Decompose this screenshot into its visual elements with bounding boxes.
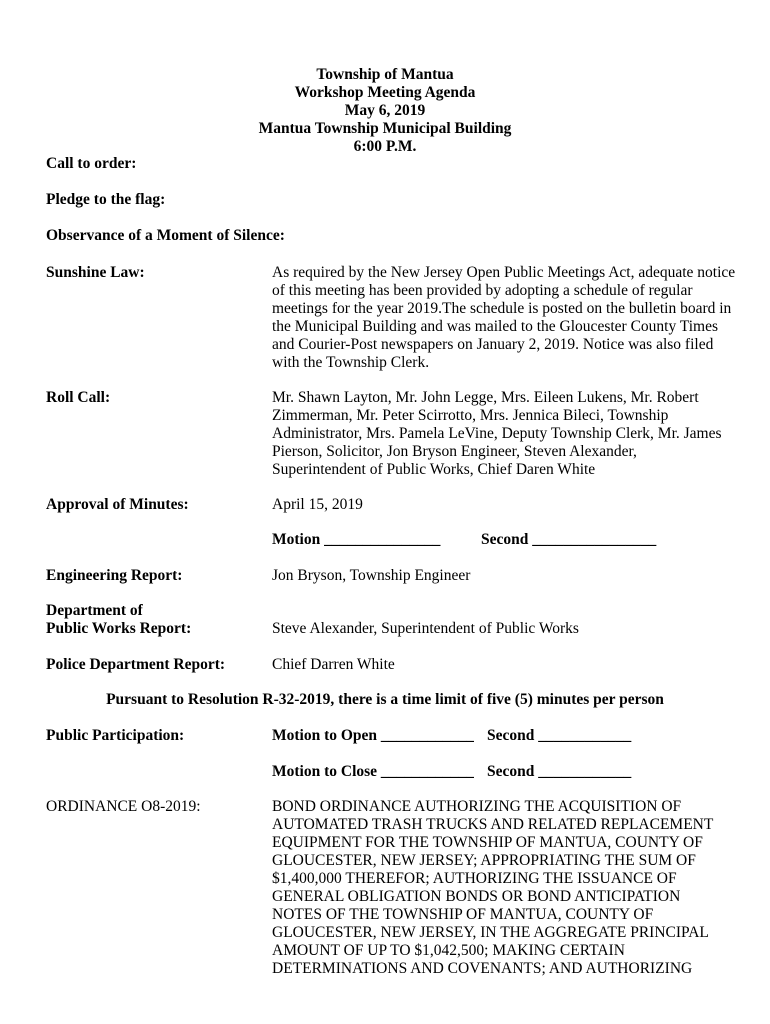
minutes-second-field: Second ________________	[481, 531, 657, 548]
motion-to-close-field: Motion to Close ____________	[272, 763, 474, 780]
call-to-order-label: Call to order:	[46, 155, 137, 172]
roll-call-label: Roll Call:	[46, 389, 111, 406]
meeting-type: Workshop Meeting Agenda	[294, 84, 476, 101]
roll-call-text: Mr. Shawn Layton, Mr. John Legge, Mrs. Eileen Lukens, Mr. Robert Zimmerman, Mr. Peter Scirrotto, Mrs. Jennica Bileci, Township Administrator, Mrs. Pamela LeVine, Deputy Township Clerk, Mr. James Pierson, Solicitor, Jon Bryson Engineer, Steven Alexander, Superintendent of Public Works, Chief Daren White	[272, 389, 722, 478]
approval-minutes-label: Approval of Minutes:	[46, 496, 189, 513]
meeting-date: May 6, 2019	[344, 102, 426, 119]
dpw-report-value: Steve Alexander, Superintendent of Public Works	[272, 620, 579, 637]
meeting-location: Mantua Township Municipal Building	[258, 120, 512, 137]
township-name: Township of Mantua	[316, 66, 454, 83]
motion-to-open-second-field: Second ____________	[487, 727, 632, 744]
engineering-report-label: Engineering Report:	[46, 567, 183, 584]
dpw-label-line1: Department of	[46, 602, 143, 619]
engineering-report-value: Jon Bryson, Township Engineer	[272, 567, 471, 584]
public-participation-label: Public Participation:	[46, 727, 185, 744]
sunshine-law-label: Sunshine Law:	[46, 264, 145, 281]
silence-label: Observance of a Moment of Silence:	[46, 227, 285, 244]
meeting-time: 6:00 P.M.	[353, 138, 417, 155]
police-report-label: Police Department Report:	[46, 656, 226, 673]
agenda-header	[0, 66, 770, 156]
pledge-label: Pledge to the flag:	[46, 191, 166, 208]
ordinance-label: ORDINANCE O8-2019:	[46, 798, 201, 815]
police-report-value: Chief Darren White	[272, 656, 395, 673]
motion-to-open-field: Motion to Open ____________	[272, 727, 474, 744]
dpw-label-line2: Public Works Report:	[46, 620, 192, 637]
approval-minutes-date: April 15, 2019	[272, 496, 363, 513]
ordinance-text: BOND ORDINANCE AUTHORIZING THE ACQUISITION OF AUTOMATED TRASH TRUCKS AND RELATED REPLACEMENT EQUIPMENT FOR THE TOWNSHIP OF MANTUA, COUNTY OF GLOUCESTER, NEW JERSEY; APPROPRIATING THE SUM OF $1,400,000 THEREFOR; AUTHORIZING THE ISSUANCE OF GENERAL OBLIGATION BONDS OR BOND ANTICIPATION NOTES OF THE TOWNSHIP OF MANTUA, COUNTY OF GLOUCESTER, NEW JERSEY, IN THE AGGREGATE PRINCIPAL AMOUNT OF UP TO $1,042,500; MAKING CERTAIN DETERMINATIONS AND COVENANTS; AND AUTHORIZING	[272, 798, 714, 977]
motion-to-close-second-field: Second ____________	[487, 763, 632, 780]
resolution-time-limit-note: Pursuant to Resolution R-32-2019, there is a time limit of five (5) minutes per person	[106, 691, 664, 708]
sunshine-law-text: As required by the New Jersey Open Public Meetings Act, adequate notice of this meeting has been provided by adopting a schedule of regular meetings for the year 2019.The schedule is posted on the bulletin board in the Municipal Building and was mailed to the Gloucester County Times and Courier-Post newspapers on January 2, 2019. Notice was also filed with the Township Clerk.	[272, 264, 736, 371]
minutes-motion-field: Motion _______________	[272, 531, 441, 548]
